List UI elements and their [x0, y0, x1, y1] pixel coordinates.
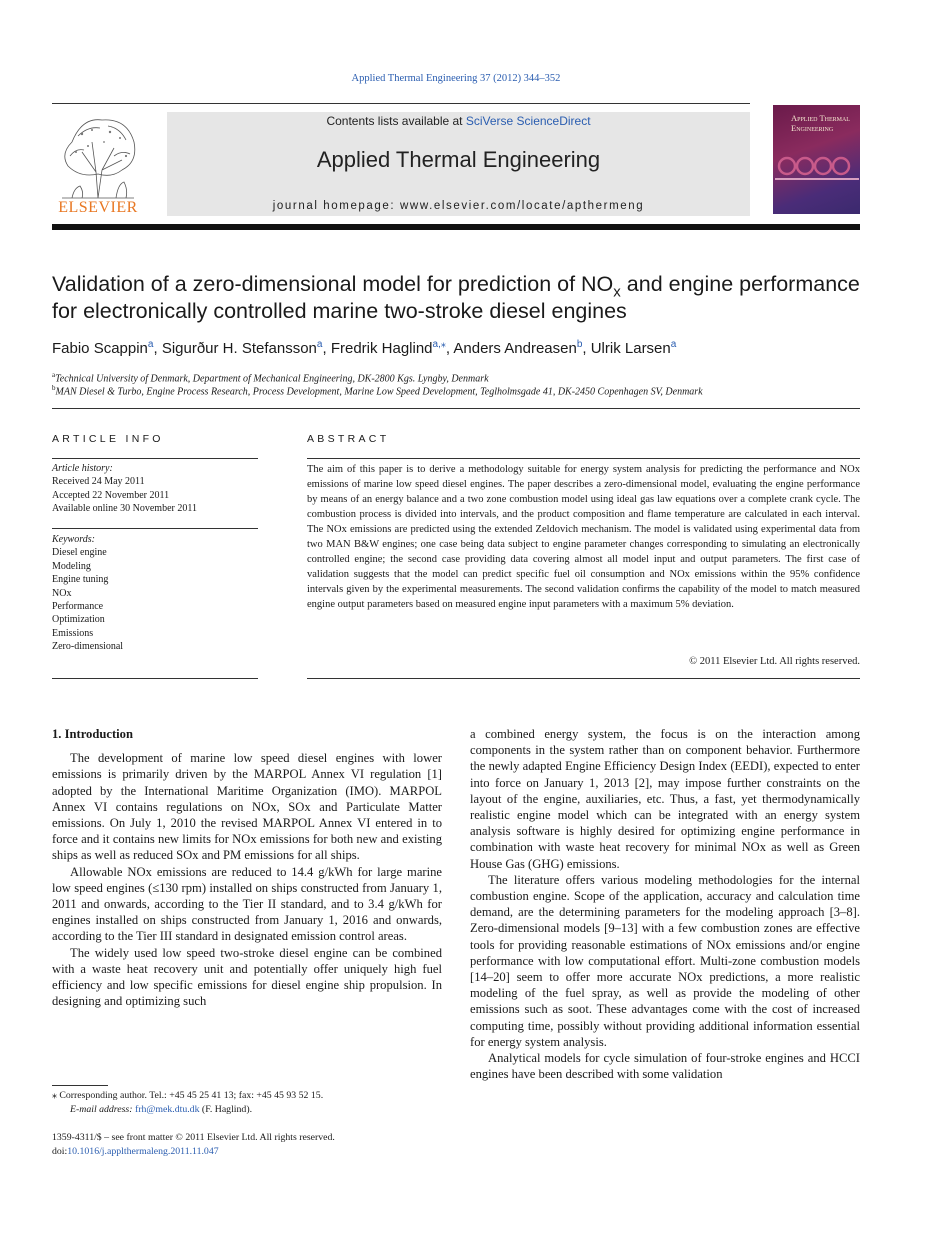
body-paragraph: The literature offers various modeling methodologies for the internal combustion engine. Scope of the application, accuracy and calculation time demand, are the determining parameters for the modeling approach [3–8]. Zero-dimensional models [9–13] with a few combustion zones are effective tools for providing reasonable estimations of NOx emissions and/or engine performance with low computational effort. Multi-zone combustion models [14–20] seem to offer more accurate NOx predictions, a more realistic modeling of the fuel spray, as well as provide the modeling of other emissions such as soot. These advantages come with the cost of increased computing time, possibly without providing additional information essential for energy system analysis. — [470, 872, 860, 1049]
body-paragraph: Analytical models for cycle simulation of four-stroke engines and HCCI engines have been described with some validation — [470, 1051, 860, 1082]
article-info-rule — [52, 678, 258, 679]
cover-title: Applied Thermal Engineering — [791, 113, 850, 133]
title-text-1: Validation of a zero-dimensional model for prediction of NO — [52, 272, 614, 296]
sciencedirect-link[interactable]: SciVerse ScienceDirect — [465, 114, 591, 128]
keyword: Optimization — [52, 614, 105, 626]
affiliation-text: Technical University of Denmark, Department of Mechanical Engineering, DK-2800 Kgs. Lyngby, Denmark — [55, 373, 489, 385]
affiliation-mark: b — [52, 384, 56, 392]
doi-label: doi: — [52, 1145, 68, 1157]
body-left-column — [52, 726, 442, 1009]
abstract-copyright: © 2011 Elsevier Ltd. All rights reserved. — [689, 656, 860, 667]
article-title — [52, 271, 862, 325]
author: Anders Andreasen — [453, 340, 577, 357]
abstract-rule — [307, 458, 860, 459]
keyword: Emissions — [52, 627, 94, 639]
history-label: Article history: — [52, 463, 113, 474]
history-item: Accepted 22 November 2011 — [52, 489, 170, 501]
keywords-label: Keywords: — [52, 534, 95, 545]
author-list: Fabio Scappin$^a$, Sigurður H. Stefansson$^a$, Fredrik Haglind$^{a,⁎}$, Anders Andreasen$^b$, Ulrik Larsen$^a$ — [52, 339, 677, 357]
cover-artwork — [775, 152, 859, 182]
keyword: Engine tuning — [52, 574, 109, 586]
article-history — [52, 462, 258, 516]
body-paragraph: Allowable NOx emissions are reduced to 14.4 g/kWh for large marine low speed engines (≤130 rpm) installed on ships constructed from January 1, 2011 and onwards, according to the Tier II standard, and to 3.4 g/kWh for engines installed on ships constructed from January 1, 2016 and onwards, according to the Tier III standard in designated emission control areas. — [52, 864, 442, 944]
history-item: Available online 30 November 2011 — [52, 503, 197, 515]
corresponding-author-note: ⁎ Corresponding author. Tel.: +45 45 25 41 13; fax: +45 45 93 52 15. — [52, 1090, 324, 1101]
front-matter — [52, 1131, 552, 1158]
article-info-rule — [52, 458, 258, 459]
affiliation-mark: a — [52, 371, 56, 379]
abstract-body: The aim of this paper is to derive a methodology suitable for energy system analysis for predicting the performance and NOx emissions of marine low speed diesel engines. The paper describes a zero-dimensional model, evaluating the engine performance by means of an energy balance and a two zone combustion model using ideal gas law equations over a complete crank cycle. The combustion process is divided into intervals, and the product composition and flame temperature are calculated in each interval. The NOx emissions are predicted using the extended Zeldovich mechanism. The model is validated using experimental data from two MAN B&W engines; one case being data subject to engine parameter changes corresponding to simulating an electronically controlled engine; the second case providing data covering almost all model input and output parameters. The first case of validation suggests that the model can predict specific fuel oil consumption and NOx emissions within the 95% confidence intervals given by the experimental measurements. The second validation confirms the capability of the model to match measured engine output parameters based on measured engine input parameters with a maximum 5% deviation. — [307, 464, 860, 610]
elsevier-wordmark: ELSEVIER — [58, 199, 138, 216]
affiliation-b — [52, 384, 862, 397]
history-item: Received 24 May 2011 — [52, 476, 145, 488]
body-paragraph: The widely used low speed two-stroke diesel engine can be combined with a waste heat recovery unit and potentially offer uniquely high fuel efficiency and low specific emissions for diesel engine ship propulsion. In designing and optimizing such — [52, 945, 442, 1009]
keyword: Performance — [52, 601, 104, 613]
abstract-rule — [307, 678, 860, 679]
article-info-rule — [52, 528, 258, 529]
keywords — [52, 533, 258, 654]
title-subscript: x — [613, 283, 621, 301]
title-text-2: and engine performance for electronically controlled marine two-stroke diesel engines — [52, 272, 860, 323]
email-label: E-mail address: — [70, 1103, 135, 1115]
journal-homepage[interactable]: journal homepage: www.elsevier.com/locate/apthermeng — [272, 200, 645, 212]
email-line — [52, 1103, 442, 1117]
contents-line — [167, 114, 750, 128]
header-thick-rule — [52, 224, 860, 230]
email-link[interactable]: frh@mek.dtu.dk — [134, 1103, 200, 1115]
doi-line — [52, 1145, 552, 1159]
journal-citation[interactable]: Applied Thermal Engineering 37 (2012) 344–352 — [351, 73, 561, 84]
author: Sigurður H. Stefansson — [161, 340, 317, 357]
author: Fredrik Haglind — [330, 340, 433, 357]
keyword: Diesel engine — [52, 547, 107, 559]
contents-prefix: Contents lists available at — [326, 114, 466, 128]
section-rule — [52, 408, 860, 409]
footnote — [52, 1089, 442, 1116]
keyword: Zero-dimensional — [52, 641, 124, 653]
body-paragraph: a combined energy system, the focus is on the interaction among components in the system rather than on component behavior. Furthermore the newly adapted Engine Efficiency Design Index (EEDI), expected to enter into force on January 1, 2013 [2], may impose further constraints on the layout of the engine, auxiliaries, etc. Thus, a fast, yet thermodynamically realistic engine model which can be integrated with an energy system analysis software is highly desired for optimizing engine performance in combination with waste heat recovery for minimal NOx as well as Green House Gas (GHG) emissions. — [470, 727, 860, 871]
footnote-rule — [52, 1085, 108, 1086]
body-right-column — [470, 726, 860, 1082]
author-affil-mark[interactable]: a,⁎ — [432, 339, 446, 350]
author-affil-mark[interactable]: a — [670, 339, 677, 350]
section-heading: 1. Introduction — [52, 727, 133, 741]
author: Fabio Scappin — [52, 340, 148, 357]
issn-line: 1359-4311/$ – see front matter © 2011 Elsevier Ltd. All rights reserved. — [52, 1132, 335, 1143]
affiliation-text: MAN Diesel & Turbo, Engine Process Research, Process Development, Marine Low Speed Development, Teglholmsgade 41, DK-2450 Copenhagen SV, Denmark — [55, 386, 703, 398]
keyword: Modeling — [52, 560, 91, 572]
doi-link[interactable]: 10.1016/j.applthermaleng.2011.11.047 — [67, 1145, 219, 1157]
email-suffix: (F. Haglind). — [199, 1103, 253, 1115]
article-info-heading: ARTICLE INFO — [52, 433, 164, 445]
author-affil-mark[interactable]: a — [147, 339, 154, 350]
body-paragraph: The development of marine low speed diesel engines with lower emissions is primarily driven by the MARPOL Annex VI regulation [1] adopted by the International Maritime Organization (IMO). MARPOL Annex VI contains regulations on NOx, SOx and Particulate Matter emissions. On July 1, 2010 the revised MARPOL Annex VI entered in to force and it contains new limits for NOx emissions for both new and existing ships as well as reduced SOx and PM emissions for all ships. — [52, 751, 442, 863]
author-affil-mark[interactable]: b — [576, 339, 583, 350]
author-affil-mark[interactable]: a — [316, 339, 323, 350]
journal-name: Applied Thermal Engineering — [316, 147, 601, 172]
header-rule — [52, 103, 750, 104]
affiliation-a — [52, 371, 862, 384]
keyword: NOx — [52, 587, 72, 599]
abstract-heading: ABSTRACT — [307, 433, 390, 445]
author: Ulrik Larsen — [590, 340, 671, 357]
